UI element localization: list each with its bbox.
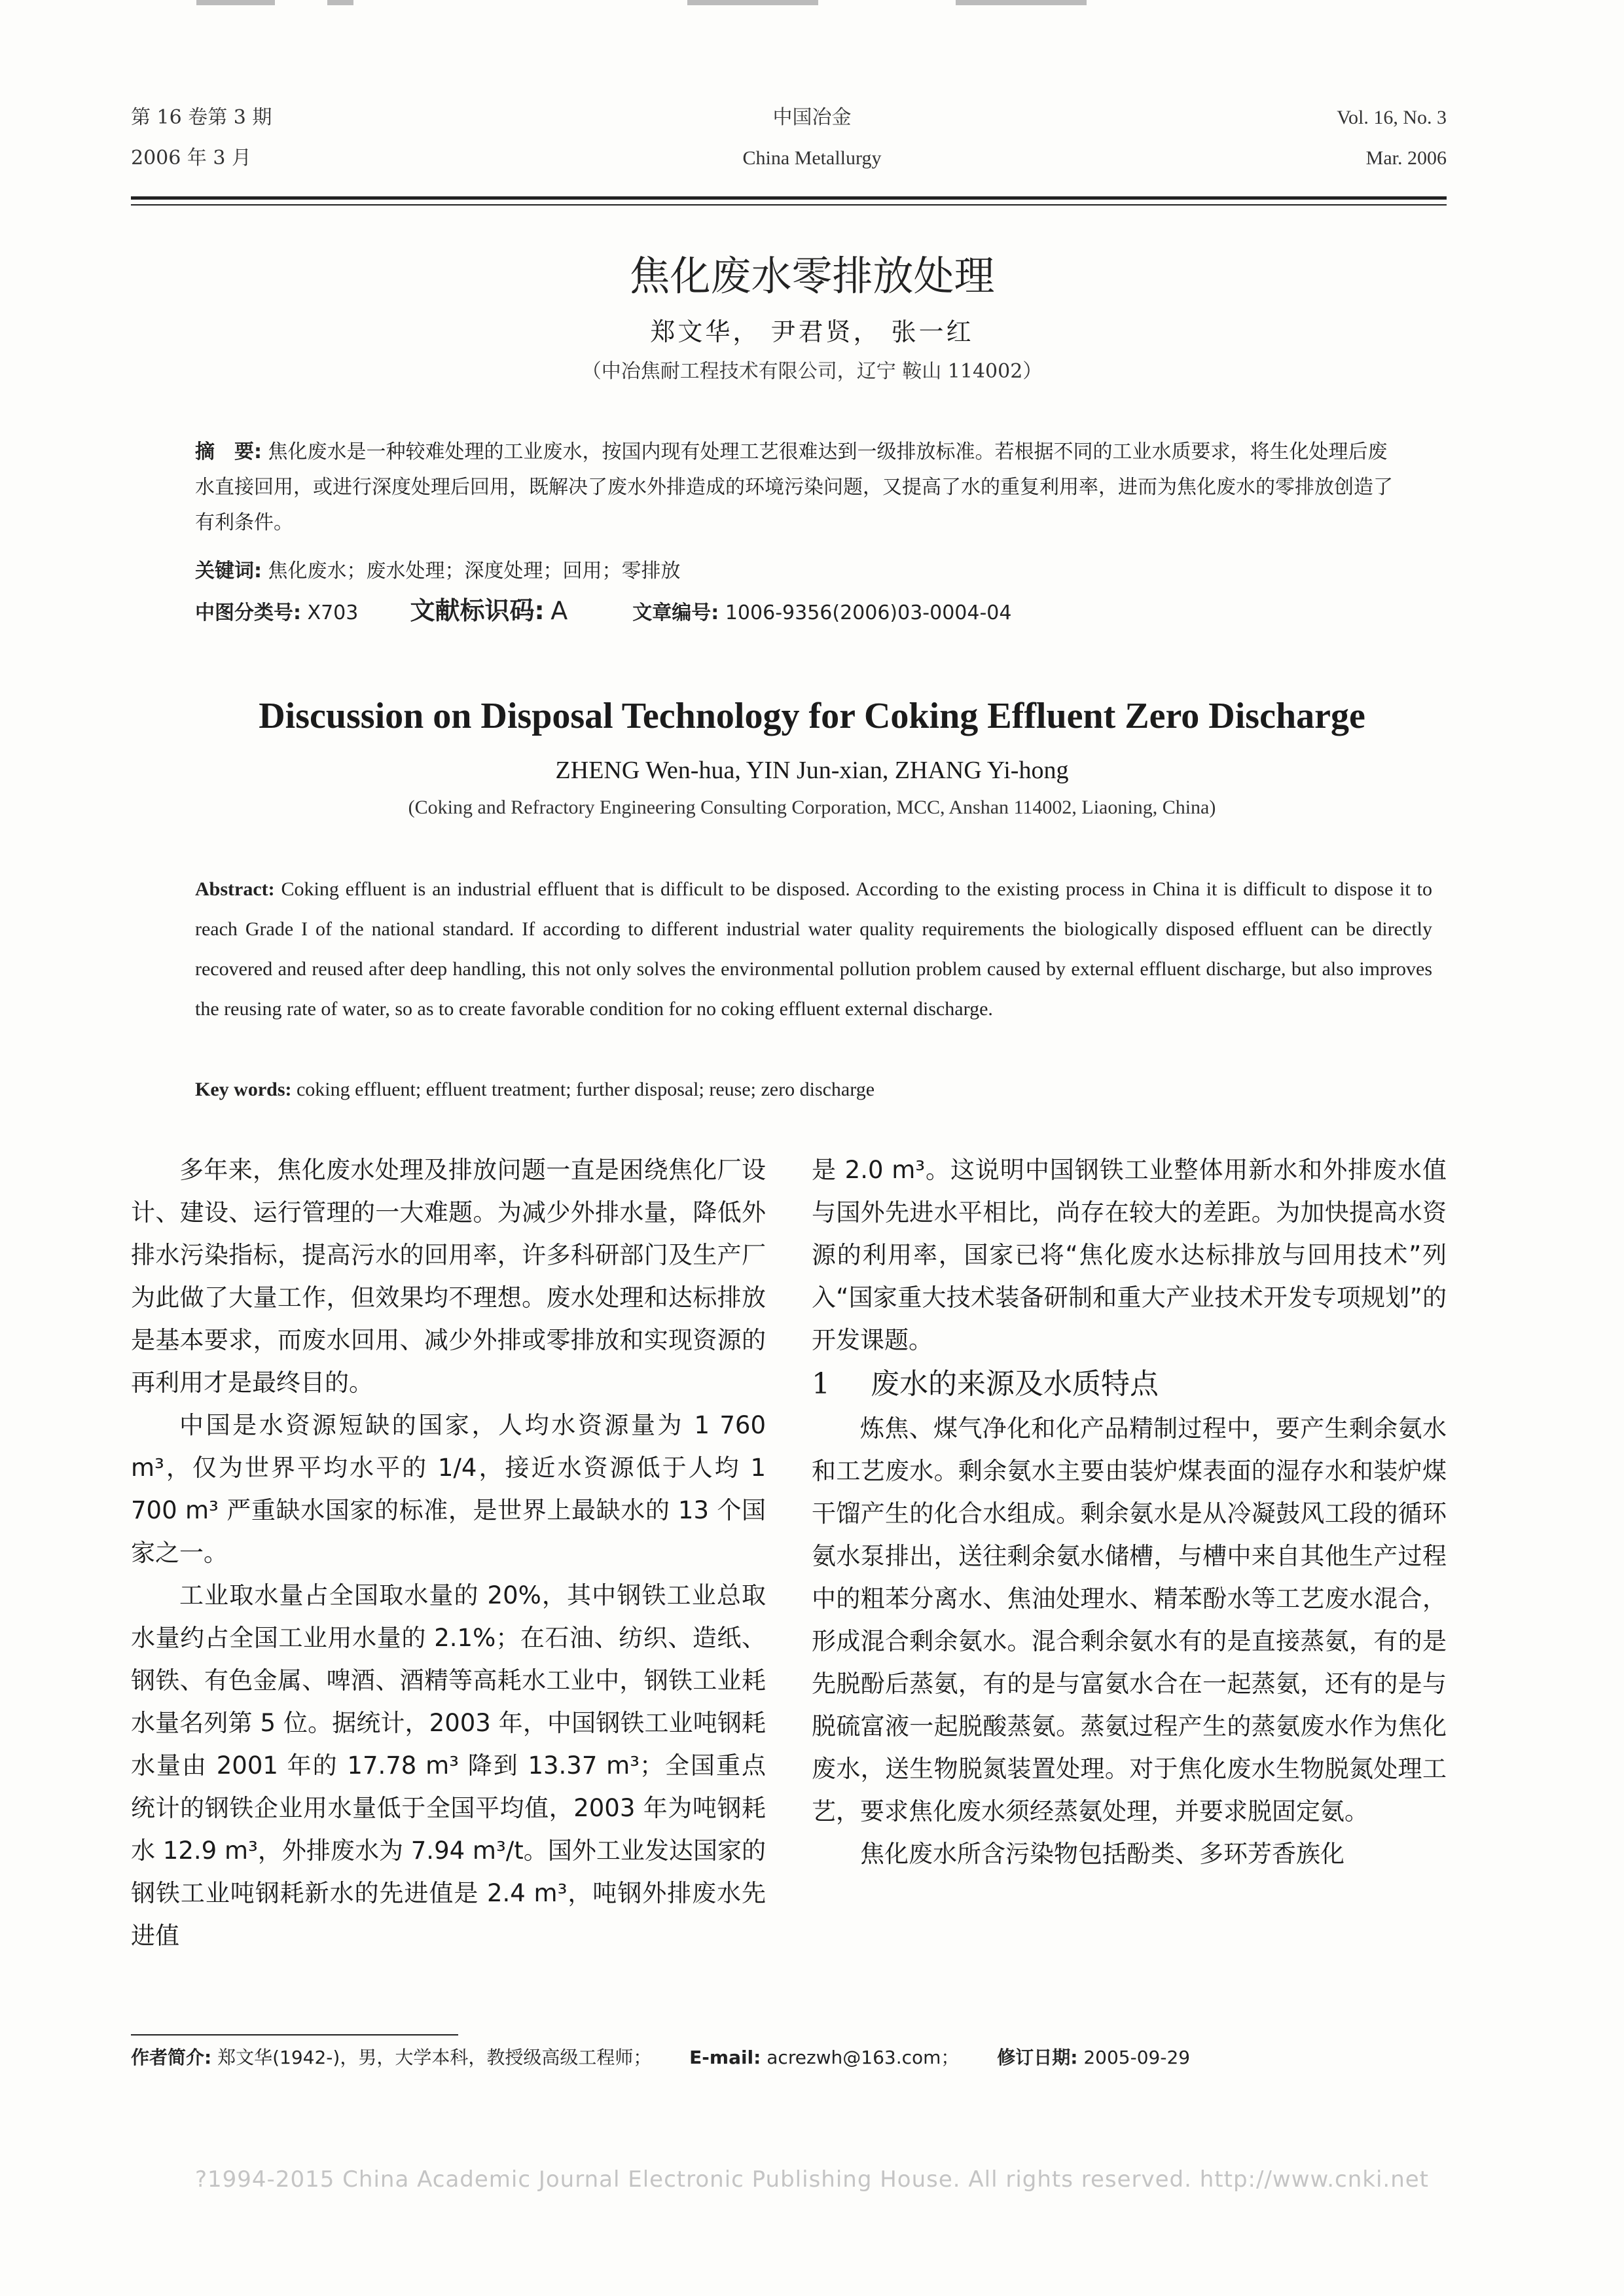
footnote-author-text: 郑文华(1942-)，男，大学本科，教授级高级工程师；	[217, 2047, 652, 2068]
footnote-date: 2005-09-29	[1083, 2047, 1191, 2068]
header-volume: 第 16 卷第 3 期	[131, 106, 272, 129]
keywords-label-cn: 关键词:	[195, 560, 262, 583]
abstract-label-en: Abstract:	[195, 878, 275, 900]
body-paragraph: 是 2.0 m³。这说明中国钢铁工业整体用新水和外排废水值与国外先进水平相比，尚存在较大的差距。为加快提高水资源的利用率，国家已将“焦化废水达标排放与回用技术”列入“国家重大技术装备研制和重大产业技术开发专项规划”的开发课题。	[812, 1156, 1447, 1354]
affiliation-en: (Coking and Refractory Engineering Consulting Corporation, MCC, Anshan 114002, Liaoning, China)	[408, 797, 1216, 818]
keywords-label-en: Key words:	[195, 1079, 292, 1100]
section-title: 废水的来源及水质特点	[871, 1367, 1159, 1401]
header-date: 2006 年 3 月	[131, 147, 252, 170]
article-no-label: 文章编号:	[632, 601, 719, 624]
class-label: 中图分类号:	[195, 601, 301, 624]
article-no-value: 1006-9356(2006)03-0004-04	[725, 601, 1012, 624]
scan-mark	[956, 0, 1087, 5]
affiliation-cn: （中冶焦耐工程技术有限公司，辽宁 鞍山 114002）	[581, 360, 1043, 383]
footnote-date-label: 修订日期:	[997, 2047, 1078, 2068]
abstract-label-cn: 摘 要:	[195, 440, 262, 463]
title-en: Discussion on Disposal Technology for Coking Effluent Zero Discharge	[259, 696, 1365, 736]
section-number: 1	[812, 1367, 830, 1401]
class-value: X703	[307, 601, 359, 624]
header-rule-thick	[131, 196, 1447, 200]
author-footnote	[131, 2045, 1190, 2071]
header-vol-en: Vol. 16, No. 3	[1337, 107, 1447, 128]
header-rule-thin	[131, 204, 1447, 206]
scan-mark	[196, 0, 275, 5]
keywords-en	[195, 1069, 1432, 1109]
abstract-en	[195, 869, 1432, 1029]
authors-cn: 郑文华， 尹君贤， 张一红	[650, 317, 974, 346]
scan-mark	[687, 0, 818, 5]
header-journal-cn: 中国冶金	[772, 106, 852, 129]
body-paragraph: 工业取水量占全国取水量的 20%，其中钢铁工业总取水量约占全国工业用水量的 2.1%；在石油、纺织、造纸、钢铁、有色金属、啤酒、酒精等高耗水工业中，钢铁工业耗水量名列第 5 位。据统计，2003 年，中国钢铁工业吨钢耗水量由 2001 年的 17.78 m³ 降到 13.37 m³；全国重点统计的钢铁企业用水量低于全国平均值，2003 年为吨钢耗水 12.9 m³，外排废水为 7.94 m³/t。国外工业发达国家的钢铁工业吨钢耗新水的先进值是 2.4 m³，吨钢外排废水先进值	[131, 1581, 766, 1950]
keywords-text-cn: 焦化废水；废水处理；深度处理；回用；零排放	[268, 560, 681, 583]
body-paragraph: 炼焦、煤气净化和化产品精制过程中，要产生剩余氨水和工艺废水。剩余氨水主要由装炉煤表面的湿存水和装炉煤干馏产生的化合水组成。剩余氨水是从冷凝鼓风工段的循环氨水泵排出，送往剩余氨水储槽，与槽中来自其他生产过程中的粗苯分离水、焦油处理水、精苯酚水等工艺废水混合，形成混合剩余氨水。混合剩余氨水有的是直接蒸氨，有的是先脱酚后蒸氨，有的是与富氨水合在一起蒸氨，还有的是与脱硫富液一起脱酸蒸氨。蒸氨过程产生的蒸氨废水作为焦化废水，送生物脱氮装置处理。对于焦化废水生物脱氮处理工艺，要求焦化废水须经蒸氨处理，并要求脱固定氨。	[812, 1414, 1447, 1825]
classification-line	[195, 593, 1399, 631]
abstract-text-en: Coking effluent is an industrial effluent that is difficult to be disposed. According to the existing process in China it is difficult to dispose it to reach Grade I of the national standard. If according to different industrial water quality requirements the biologically disposed effluent can be directly recovered and reused after deep handling, this not only solves the environmental pollution problem caused by external effluent discharge, but also improves the reusing rate of water, so as to create favorable condition for no coking effluent external discharge.	[195, 878, 1433, 1020]
copyright-notice: ?1994-2015 China Academic Journal Electronic Publishing House. All rights reserved. http://www.cnki.net	[194, 2166, 1429, 2193]
body-right-column	[812, 1149, 1447, 1875]
doc-code-label: 文献标识码:	[410, 596, 545, 625]
authors-en: ZHENG Wen-hua, YIN Jun-xian, ZHANG Yi-hong	[555, 757, 1069, 784]
body-paragraph: 焦化废水所含污染物包括酚类、多环芳香族化	[860, 1840, 1344, 1868]
body-paragraph: 多年来，焦化废水处理及排放问题一直是困绕焦化厂设计、建设、运行管理的一大难题。为减少外排水量，降低外排水污染指标，提高污水的回用率，许多科研部门及生产厂为此做了大量工作，但效果均不理想。废水处理和达标排放是基本要求，而废水回用、减少外排或零排放和实现资源的再利用才是最终目的。	[131, 1156, 766, 1397]
header-date-en: Mar. 2006	[1365, 147, 1447, 169]
section-heading	[812, 1361, 1447, 1407]
body-paragraph: 中国是水资源短缺的国家，人均水资源量为 1 760 m³，仅为世界平均水平的 1/4，接近水资源低于人均 1 700 m³ 严重缺水国家的标准，是世界上最缺水的 13 个国家之一。	[131, 1411, 766, 1567]
scan-mark	[327, 0, 353, 5]
header-journal-en: China Metallurgy	[742, 147, 882, 169]
footnote-email: acrezwh@163.com；	[767, 2047, 960, 2068]
abstract-text-cn: 焦化废水是一种较难处理的工业废水，按国内现有处理工艺很难达到一级排放标准。若根据不同的工业水质要求，将生化处理后废水直接回用，或进行深度处理后回用，既解决了废水外排造成的环境污染问题，又提高了水的重复利用率，进而为焦化废水的零排放创造了有利条件。	[195, 440, 1393, 534]
body-left-column	[131, 1149, 766, 1957]
abstract-cn	[195, 435, 1399, 541]
footnote-email-label: E-mail:	[689, 2047, 761, 2068]
footnote-author-label: 作者简介:	[131, 2047, 212, 2068]
keywords-cn	[195, 554, 1399, 589]
title-cn: 焦化废水零排放处理	[629, 252, 995, 300]
doc-code-value: A	[550, 596, 568, 625]
keywords-text-en: coking effluent; effluent treatment; further disposal; reuse; zero discharge	[296, 1079, 875, 1100]
footnote-rule	[131, 2034, 458, 2036]
